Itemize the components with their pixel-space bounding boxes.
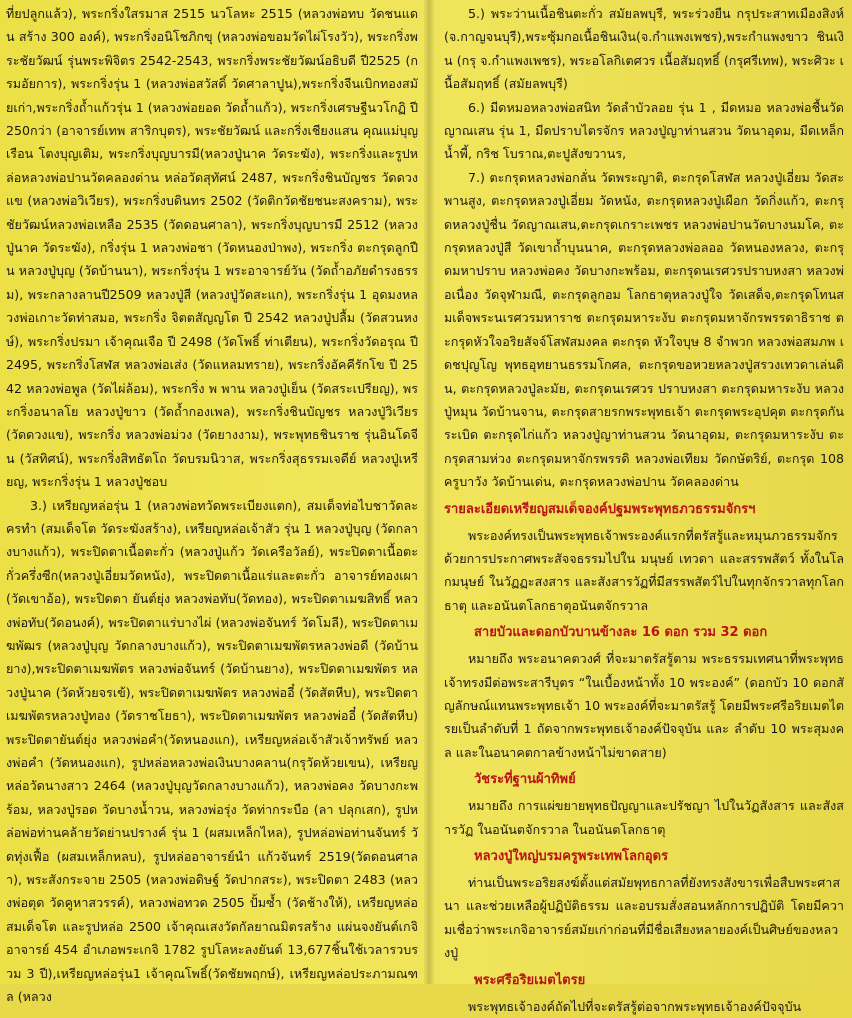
heading-vajra: วัชระที่ฐานผ้าทิพย์ (474, 772, 576, 788)
maitreya-description: พระพุทธเจ้าองค์ถัดไปที่จะตรัสรู้ต่อจากพระพุทธเจ้าองค์ปัจจุบัน (468, 998, 802, 1014)
amulet-list-section-6: 6.) มีดหมอหลวงพ่อสนิท วัดลำบัวลอย รุ่น 1 , มีดหมอ หลวงพ่อชื้นวัดญาณเสน รุ่น 1, มีดปราบไตรจักร หลวงปู่ญาท่านสวน วัดนาอุดม, มีดเหล็กน้ำพี้, กริช โบราณ,ตะปูสังขวานร, (444, 99, 844, 162)
luang-pu-yai-description: ท่านเป็นพระอริยสงฆ์ตั้งแต่สมัยพุทธกาลที่ยังทรงสังขารเพื่อสืบพระศาสนา และช่วยเหลือผู้ปฏิบัติธรรม และอบรมสั่งสอนหลักการปฏิบัติ โดยมีความเชื่อว่าพระเกจิอาจารย์สมัยเก่าก่อนที่มีชื่อเสียงหลายองค์เป็นศิษย์ของหลวงปู่ (444, 875, 844, 961)
amulet-list-section-3: 3.) เหรียญหล่อรุ่น 1 (หลวงพ่อทวัดพระเบียงแตก), สมเด็จท่อไบชาวัดละครทำ (สมเด็จโต วัดระฆังสร้าง), เหรียญหล่อเจ้าสัว รุ่น 1 หลวงปู่บุญ (วัดกลางบางแก้ว), พระปิดตาเนื้อตะกั่ว (หลวงปู่แก้ว วัดเครือวัลย์), พระปิดตาเนื้อตะกั่วครึ่งซีก(หลวงปู่เอี่ยมวัดหนัง), พระปิดตาเนื้อแร่และตะกั่ว อาจารย์ทองเผา(วัดเขาอ้อ), พระปิดตา ยันต์ยุ่ง หลวงพ่อทับ(วัดทอง), พระปิดตาเมฆสิทธิ์ หลวงพ่อทับ(วัดอนงค์), พระปิดตาแร่บางไผ่ (หลวงพ่อจันทร์ วัดโมลี), พระปิดตาเมฆพัฒร (หลวงปู่บุญ วัดกลางบางแก้ว), พระปิดตาเมฆพัตรหลวงพ่อดี (วัดบ้านยาง),พระปิดตาเมฆพัตร หลวงพ่อจันทร์ (วัดบ้านยาง), พระปิดตาเมฆพัตร หลวงปู่นาค (วัดห้วยจรเข้), พระปิดตาเมฆพัตร หลวงพ่ออี๋ (วัดสัตหีบ), พระปิดตาเมฆพัตรหลวงปู่ทอง (วัดราชโยธา), พระปิดตาเมฆพัตร หลวงพ่ออี๋ (วัดสัตหีบ) พระปิดตายันต์ยุ่ง หลวงพ่อคำ(วัดหนองแก), เหรียญหล่อเจ้าสัวเจ้าทรัพย์ หลวงพ่อคำ (วัดหนองแก), รูปหล่อหลวงพ่อเงินบางคลาน(กรุวัดห้วยเขน), เหรียญหล่อวัดนางสาว 2464 (หลวงปู่บุญวัดกลางบางแก้ว), หลวงพ่อคง วัดบางกะพร้อม, หลวงปู่รอด วัดบางน้ำวน, หลวงพ่อรุ่ง วัดท่ากระบือ (ลา ปลุกเสก), รูปหล่อพ่อท่านคล้ายวัดย่านปรางค์ รุ่น 1 (ผสมเหล็กไหล), รูปหล่อพ่อท่านจันทร์ วัดทุ่งเฟื้อ (ผสมเหล็กหลบ), รูปหล่ออาจารย์นำ แก้วจันทร์ 2519(วัดดอนศาลา), พระสังกระจาย 2505 (หลวงพ่อดิษฐ์ วัดปากสระ), พระปิดตา 2483 (หลวงพ่อตุด วัดคูหาสวรรค์), หลวงพ่อทวด 2505 ปั้มซ้ำ (วัดช้างให้), เหรียญหล่อสมเด็จโต และรูปหล่อ 2500 เจ้าคุณเสงวัดกัลยาณมิตรสร้าง แผ่นจงยันต์เกจิอาจารย์ 454 อำเภอพระเกจิ 1782 รูปโลหะลงยันต์ 13,677ชิ้นใช้เวลารวบรวม 3 ปี),เหรียญหล่อรุ่น1 เจ้าคุณโพธิ์(วัดชัยพฤกษ์), เหรียญหล่อประภามณฑล (หลวง (6, 497, 418, 1005)
heading-medal-details: รายละเอียดเหรียญสมเด็จองค์ปฐมพระพุทธภวธรรมจักรฯ (444, 501, 756, 517)
medal-description: พระองค์ทรงเป็นพระพุทธเจ้าพระองค์แรกที่ตรัสรู้และหมุนภวธรรมจักร ด้วยการประกาศพระสัจจธรรมไปใน มนุษย์ เทวดา และสรรพสัตว์ ทั้งในโลกมนุษย์ ในวัฏฏะสงสาร และสังสารวัฏที่มีสรรพสัตว์ไปในทุกจักรวาลทุกโลกธาตุ และอนันตโลกธาตุอนันตจักรวาล (444, 527, 844, 613)
heading-lotus: สายบัวและดอกบัวบานข้างละ 16 ดอก รวม 32 ดอก (474, 625, 768, 641)
lotus-description: หมายถึง พระอนาคตวงศ์ ที่จะมาตรัสรู้ตาม พระธรรมเทศนาที่พระพุทธเจ้าทรงมีต่อพระสารีบุตร “ในเบื้องหน้าทั้ง 10 พระองค์” (ดอกบัว 10 ดอกสัญลักษณ์แทนพระพุทธเจ้า 10 พระองค์ที่จะมาตรัสรู้ โดยมีพระศรีอริยเมตไตรยเป็นลำดับที่ 1 ถัดจากพระพุทธเจ้าองค์ปัจจุบัน และ ลำดับ 10 พระสุมงคล และในอนาคตกาลข้างหน้าไม่ขาดสาย) (444, 651, 844, 760)
page-fold (424, 0, 434, 984)
amulet-list-section-7: 7.) ตะกรุดหลวงพ่อกลั่น วัดพระญาติ, ตะกรุดโสฬส หลวงปู่เอี่ยม วัดสะพานสูง, ตะกรุดหลวงปู่เอี่ยม วัดหนัง, ตะกรุดหลวงปู่เผือก วัดกิ่งแก้ว, ตะกรุดหลวงปู่ชื่น วัดญาณเสน,ตะกรุดเกราะเพชร หลวงพ่อปานวัดบางนมโค, ตะกรุดหลวงปู่สี วัดเขาถ้ำบุนนาค, ตะกรุดหลวงพ่อลออ วัดหนองหลวง, ตะกรุดมหาปราบ หลวงพ่อคง วัดบางกะพร้อม, ตะกรุดนเรศวรปราบหงสา หลวงพ่อเนื่อง วัดจุฬามณี, ตะกรุดลูกอม โลกธาตุหลวงปู่ใจ วัดเสด็จ,ตะกรุดโทนสมเด็จพระนเรศวรมหาราช ตะกรุดมหาระงับ ตะกรุดมหาจักรพรรดาธิราช ตะกรุดหัวใจอริยสัจจ์โสฬสมงคล ตะกรุด หัวใจบุษ 8 จำพวก หลวงพ่อสมภพ เดชปุญโญ พุทธอุทยานธรรมโกศล, ตะกรุดขอหวยหลวงปู่สรวงเทวดาเล่นดิน, ตะกรุดหลวงปู่ละมัย, ตะกรุดนเรศวร ปราบหงสา ตะกรุดมหาระงับ หลวงปู่หมุน วัดบ้านจาน, ตะกรุดสายรกพระพุทธเจ้า ตะกรุดพระอุปคุต ตะกรุดกันระเบิด ตะกรุดไก่แก้ว หลวงปู่ญาท่านสวน วัดนาอุดม, ตะกรุดมหาระงับ ตะกรุดสามห่วง ตะกรุดมหาจักรพรรดิ หลวงพ่อเทียม วัดกษัตริย์, ตะกรุด 108 ครูบาวัง วัดบ้านเด่น, ตะกรุดหลวงพ่อปาน วัดคลองด่าน (444, 169, 844, 490)
amulet-list-section-5: 5.) พระว่านเนื้อชินตะกั่ว สมัยลพบุรี, พระร่วงยืน กรุประสาทเมืองสิงห์ (จ.กาญจนบุรี),พระซุ้มกอเนื้อชินเงิน(จ.กำแพงเพชร),พระกำแพงขาว ชินเงิน (กรุ จ.กำแพงเพชร), พระอโลกิเตศวร เนื้อสัมฤทธิ์ (กรุศรีเทพ), พระศิวะ เนื้อสัมฤทธิ์ (สมัยลพบุรี) (444, 6, 844, 92)
heading-maitreya: พระศรีอริยเมตไตรย (474, 972, 586, 988)
left-column (0, 0, 424, 1005)
amulet-list-bells: ที่ยปลูกแล้ว), พระกริ่งใสรมาส 2515 นวโลหะ 2515 (หลวงพ่อทบ วัดชนแดน สร้าง 300 องค์), พระกริ่งอนิโชภิกขุ (หลวงพ่อขอมวัดไผ่โรงวัว), พระกริ่งพระชัยวัฒน์ รุ่นพระพิจิตร 2542-2543, พระกริ่งพระชัยวัฒน์อธิบดี ปี2525 (กรมอัยการ), พระกริ่งรุ่น 1 (หลวงพ่อสวัสดิ์ วัดศาลาปูน),พระกริ่งจีนเบิกทองสมัยเก่า,พระกริ่งถ้ำแก้วรุ่น 1 (หลวงพ่อยอด วัดถ้ำแก้ว), พระกริ่งเศรษฐีนวโกฏิ ปี250กว่า (อาจารย์เทพ สาริกบุตร), พระชัยวัฒน์ และกริ่งเชียงแสน คุณแม่บุญเรือน โตงบุญเติม, พระกริ่งบุญบารมี(หลวงปู่นาค วัดระฆัง), พระกริ่งและรูปหล่อหลวงพ่อปานวัดคลองด่าน หล่อวัดสุทัศน์ 2487, พระกริ่งชินบัญชร วัดดวงแข (หลวงพ่อวิเวียร), พระกริ่งบดินทร 2502 (วัดติกวัดชัยชนะสงคราม), พระชัยวัฒน์หลวงพ่อเหลือ 2535 (วัดดอนศาลา), พระกริ่งบุญบารมี 2512 (หลวงปู่นาค วัดระฆัง), กริ่งรุ่น 1 หลวงพ่อชา (วัดหนองป่าพง), พระกริ่ง ตะกรุดลูกปืน หลวงปู่บุญ (วัดบ้านนา), พระกริ่งรุ่น 1 พระอาจารย์วัน (วัดถ้ำอภัยดำรงธรรม), พระกลางลานปี2509 หลวงปู่สี (หลวงปู่วัดสะแก), พระกริ่งรุ่น 1 อุดมงหลวงพ่อเกาะวัดท่าสมอ, พระกริ่ง จิตตสัญญโต ปี 2542 หลวงปู่ปลื้ม (วัดสวนหงษ์), พระกริ่งปรมา เจ้าคุณเจือ ปี 2498 (วัดโพธิ์ ท่าเตียน), พระกริ่งวัดอรุณ ปี 2495, พระกริ่งโสฬส หลวงพ่อเส่ง (วัดแหลมทราย), พระกริ่งอัคคีรักโข ปี 2542 หลวงพ่อพูล (วัดไผ่ล้อม), พระกริ่ง พ พาน หลวงปู่เย็น (วัดสระเปรียญ), พระกริ่งอนาลโย หลวงปู่ขาว (วัดถ้ำกองเพล), พระกริ่งชินบัญชร หลวงปู่วิเวียร (วัดดวงแข), พระกริ่ง หลวงพ่อม่วง (วัดยางงาม), พระพุทธชินราช รุ่นอินโดจีน (วัสทิศน์), พระกริ่งสิทธัตโถ วัดบรมนิวาส, พระกริ่งสุธรรมเจดีย์ หลวงปู่เหรียญ, พระกริ่งรุ่น 1 หลวงปู่ชอบ (6, 6, 418, 490)
heading-luang-pu-yai: หลวงปู่ใหญ่บรมครูพระเทพโลกอุดร (474, 849, 669, 864)
right-column (434, 0, 852, 1014)
vajra-description: หมายถึง การแผ่ขยายพุทธปัญญาและปรัชญา ไปในวัฏสังสาร และสังสารวัฏ ในอนันตจักรวาล ในอนันตโลกธาตุ (444, 798, 844, 837)
